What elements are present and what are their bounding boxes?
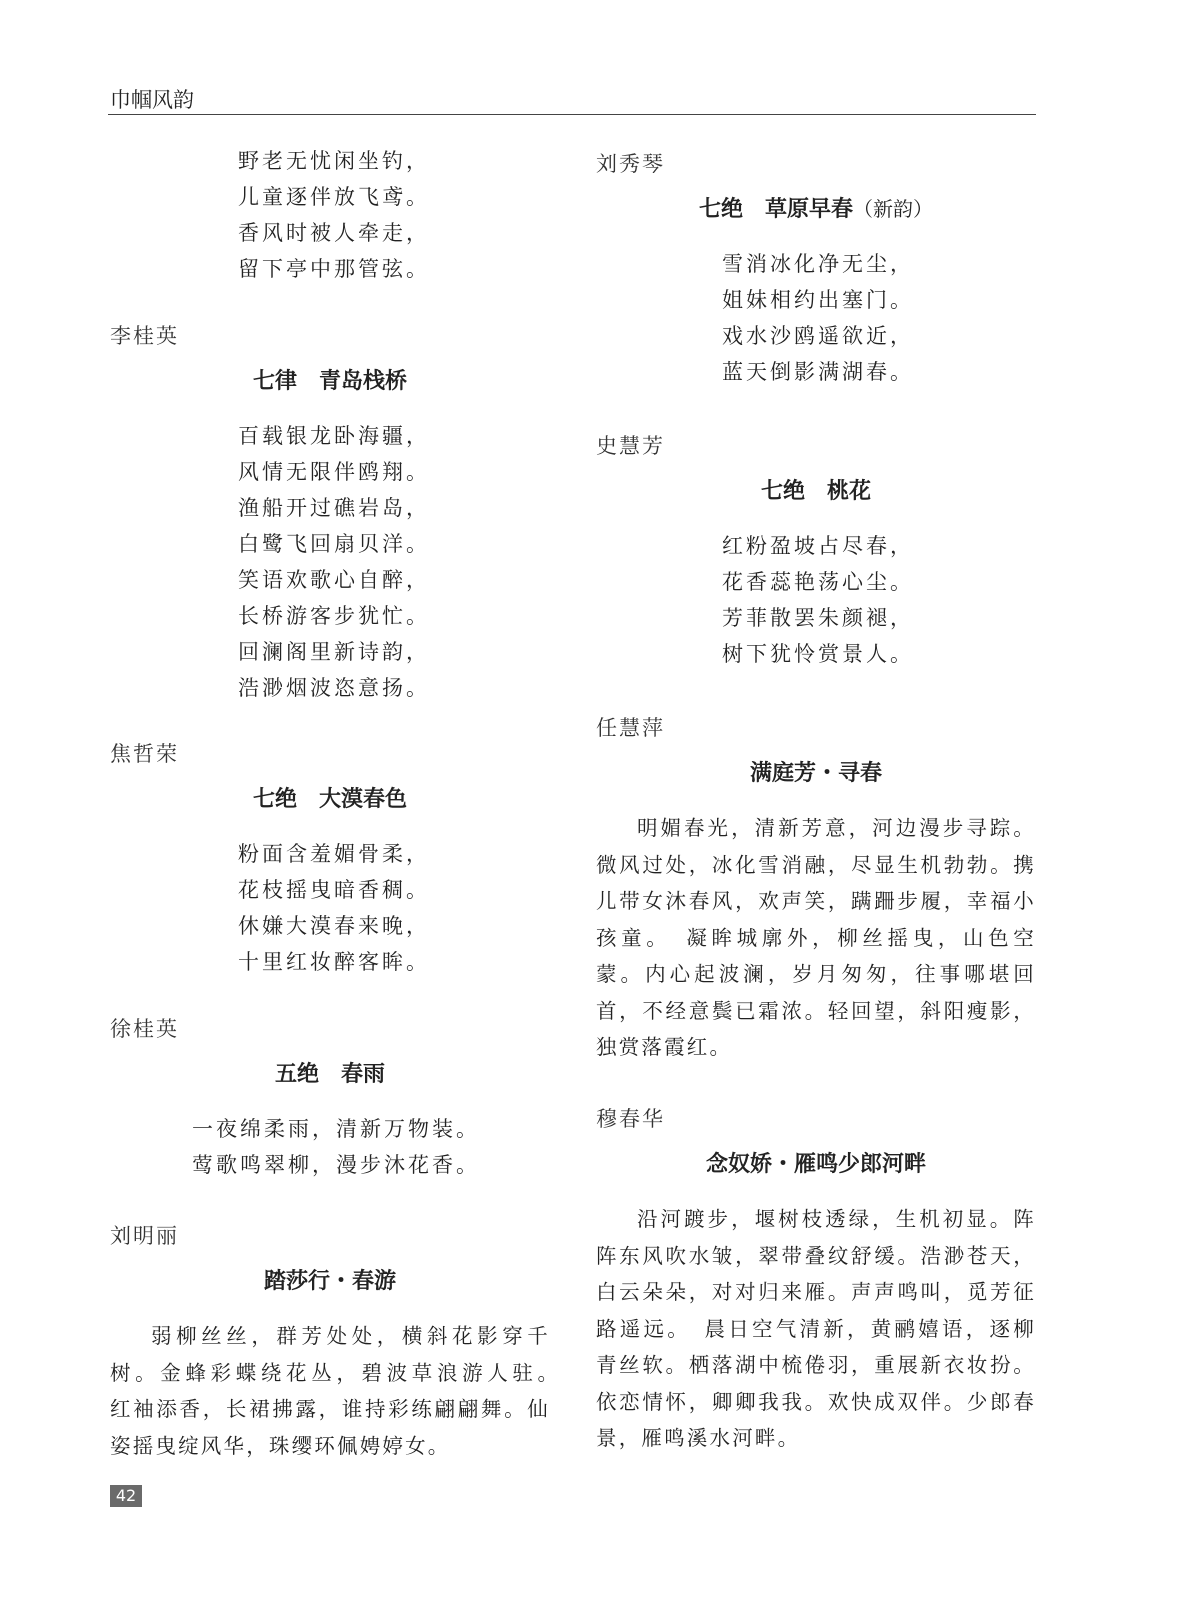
poem-line: 粉面含羞媚骨柔， bbox=[238, 842, 430, 866]
intro-poem-lines bbox=[238, 143, 430, 287]
poem-line: 雪消冰化净无尘， bbox=[722, 252, 914, 276]
poem-lines bbox=[192, 1111, 480, 1183]
poem-line: 花枝摇曳暗香稠。 bbox=[238, 878, 430, 902]
prose-paragraph: 弱柳丝丝，群芳处处，横斜花影穿千树。金蜂彩蝶绕花丛，碧波草浪游人驻。 红袖添香，长裙拂露，谁持彩练翩翩舞。仙姿摇曳绽风华，珠缨环佩娉婷女。 bbox=[110, 1324, 573, 1458]
poem-author: 刘秀琴 bbox=[596, 152, 665, 176]
poem-author: 焦哲荣 bbox=[110, 742, 179, 766]
poem-title-note: （新韵） bbox=[853, 197, 933, 221]
poem-lines bbox=[722, 528, 914, 672]
poem-line: 芳菲散罢朱颜褪， bbox=[722, 606, 914, 630]
poem-line: 白鹭飞回扇贝洋。 bbox=[238, 532, 430, 556]
poem-author: 史慧芳 bbox=[596, 434, 665, 458]
poem-line: 一夜绵柔雨，清新万物装。 bbox=[192, 1117, 480, 1141]
poem-line: 风情无限伴鸥翔。 bbox=[238, 460, 430, 484]
poem-title: 七绝 大漠春色 bbox=[252, 787, 407, 812]
poem-line: 儿童逐伴放飞鸢。 bbox=[238, 185, 430, 209]
prose-paragraph: 明媚春光，清新芳意，河边漫步寻踪。微风过处，冰化雪消融，尽显生机勃勃。携儿带女沐春风，欢声笑，蹒跚步履，幸福小孩童。 凝眸城廓外，柳丝摇曳，山色空蒙。内心起波澜，岁月匆匆，往事哪堪回首，不经意鬓已霜浓。轻回望，斜阳瘦影，独赏落霞红。 bbox=[596, 816, 1036, 1059]
poem-line: 戏水沙鸥遥欲近， bbox=[722, 324, 914, 348]
poem-line: 休嫌大漠春来晚， bbox=[238, 914, 430, 938]
poem-line: 回澜阁里新诗韵， bbox=[238, 640, 430, 664]
poem-title: 七绝 桃花 bbox=[760, 479, 871, 504]
poem-line: 姐妹相约出塞门。 bbox=[722, 288, 914, 312]
poem-title: 五绝 春雨 bbox=[274, 1062, 385, 1087]
header-title: 巾帼风韵 bbox=[110, 88, 194, 112]
header-divider bbox=[108, 114, 1036, 115]
poem-line: 笑语欢歌心自醉， bbox=[238, 568, 430, 592]
poem-line: 百载银龙卧海疆， bbox=[238, 424, 430, 448]
poem-author: 刘明丽 bbox=[110, 1224, 179, 1248]
poem-title: 七律 青岛栈桥 bbox=[252, 369, 407, 394]
poem-lines bbox=[238, 418, 430, 706]
poem-line: 十里红妆醉客眸。 bbox=[238, 950, 430, 974]
poem-author: 李桂英 bbox=[110, 324, 179, 348]
poem-prose bbox=[596, 810, 1036, 1066]
poem-line: 莺歌鸣翠柳，漫步沐花香。 bbox=[192, 1153, 480, 1177]
poem-prose bbox=[596, 1201, 1036, 1457]
poem-title: 满庭芳・寻春 bbox=[749, 761, 882, 786]
poem-prose bbox=[110, 1318, 573, 1464]
poem-line: 香风时被人牵走， bbox=[238, 221, 430, 245]
poem-line: 长桥游客步犹忙。 bbox=[238, 604, 430, 628]
poem-title: 念奴娇・雁鸣少郎河畔 bbox=[705, 1152, 926, 1177]
poem-line: 树下犹怜赏景人。 bbox=[722, 642, 914, 666]
poem-line: 花香蕊艳荡心尘。 bbox=[722, 570, 914, 594]
poem-title-text: 七绝 草原早春 bbox=[698, 197, 853, 222]
poem-line: 留下亭中那管弦。 bbox=[238, 257, 430, 281]
page-number: 42 bbox=[110, 1485, 142, 1507]
poem-lines bbox=[238, 836, 430, 980]
poem-line: 蓝天倒影满湖春。 bbox=[722, 360, 914, 384]
poem-line: 红粉盈坡占尽春， bbox=[722, 534, 914, 558]
poem-title: 踏莎行・春游 bbox=[263, 1269, 396, 1294]
poem-author: 穆春华 bbox=[596, 1107, 665, 1131]
poem-author: 徐桂英 bbox=[110, 1017, 179, 1041]
poem-line: 野老无忧闲坐钓， bbox=[238, 149, 430, 173]
poem-lines bbox=[722, 246, 914, 390]
poem-line: 渔船开过礁岩岛， bbox=[238, 496, 430, 520]
prose-paragraph: 沿河踱步，堰树枝透绿，生机初显。阵阵东风吹水皱，翠带叠纹舒缓。浩渺苍天，白云朵朵，对对归来雁。声声鸣叫，觅芳征路遥远。 晨日空气清新，黄鹂嬉语，逐柳青丝软。栖落湖中梳倦羽，重展新衣妆扮。依恋情怀，卿卿我我。欢快成双伴。少郎春景，雁鸣溪水河畔。 bbox=[596, 1207, 1036, 1450]
poem-line: 浩渺烟波恣意扬。 bbox=[238, 676, 430, 700]
poem-author: 任慧萍 bbox=[596, 716, 665, 740]
poem-title bbox=[596, 192, 1036, 223]
